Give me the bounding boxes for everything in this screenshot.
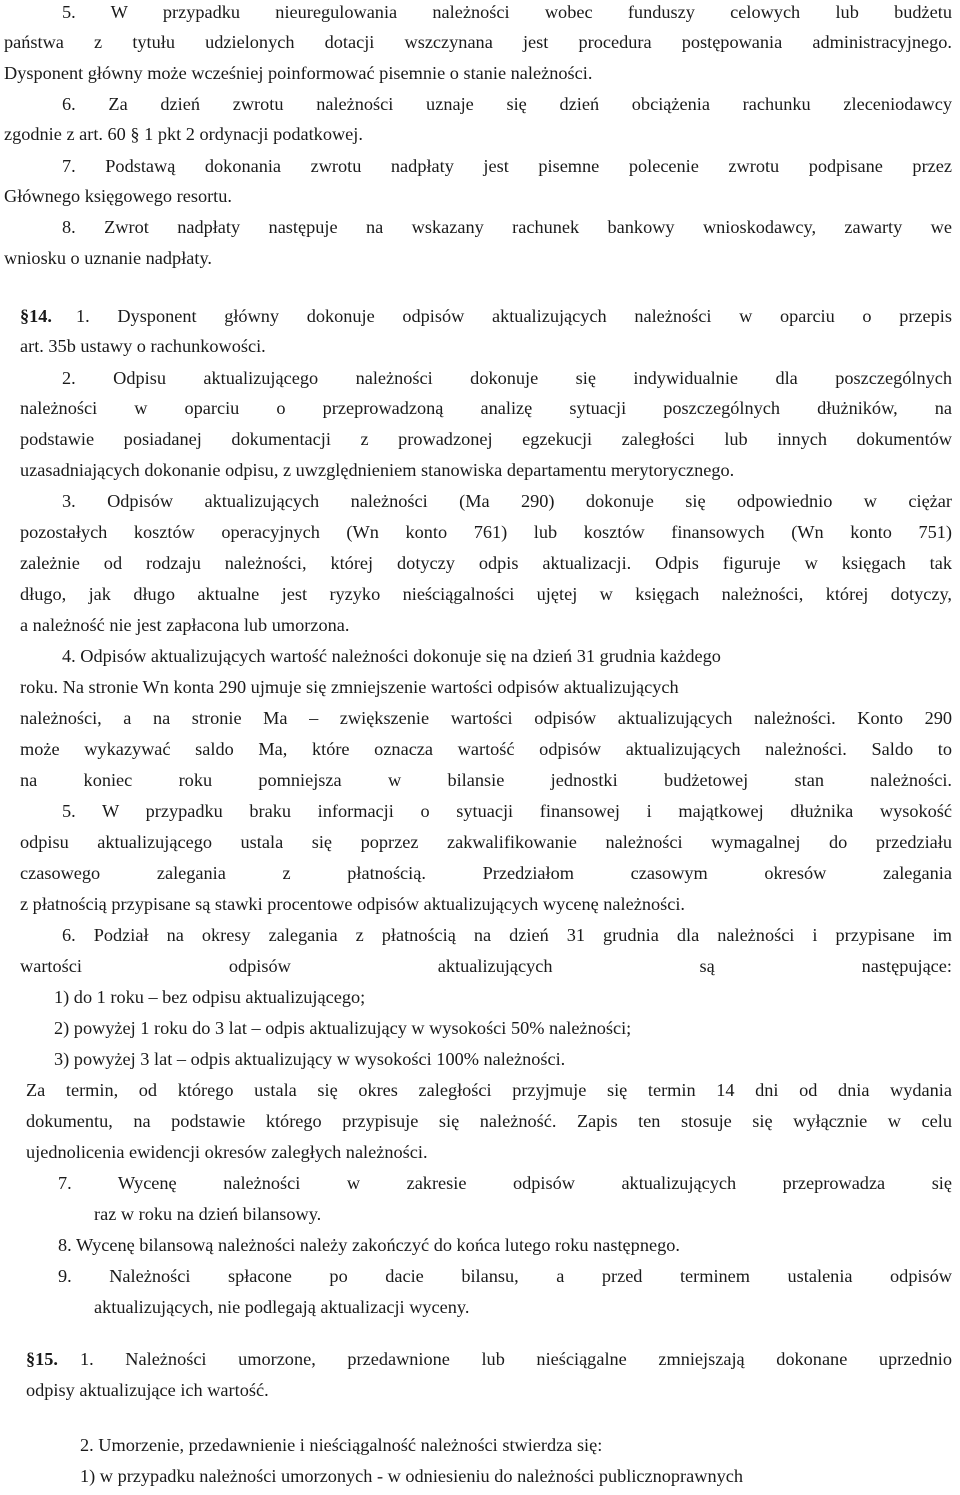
text-line: Za termin, od którego ustala się okres zaległości przyjmuje się termin 14 dni od dnia wydania: [26, 1080, 952, 1100]
list-item: 1) w przypadku należności umorzonych - w odniesieniu do należności publicznoprawnych: [80, 1466, 743, 1486]
text-line: zależnie od rodzaju należności, której dotyczy odpis aktualizacji. Odpis figuruje w księgach tak: [20, 553, 952, 573]
list-item: 7. Wycenę należności w zakresie odpisów aktualizujących przeprowadza się: [58, 1173, 952, 1193]
text-line: ujednolicenia ewidencji okresów zaległych należności.: [26, 1142, 428, 1162]
list-item: 8. Wycenę bilansową należności należy zakończyć do końca lutego roku następnego.: [58, 1235, 680, 1255]
text-line: a należność nie jest zapłacona lub umorzona.: [20, 615, 350, 635]
text-line: pozostałych kosztów operacyjnych (Wn konto 761) lub kosztów finansowych (Wn konto 751): [20, 522, 952, 542]
list-item: 1) do 1 roku – bez odpisu aktualizującego;: [54, 987, 366, 1007]
text-line: zgodnie z art. 60 § 1 pkt 2 ordynacji podatkowej.: [4, 124, 363, 144]
text-line: raz w roku na dzień bilansowy.: [94, 1204, 322, 1224]
text-line: 1. Należności umorzone, przedawnione lub nieściągalne zmniejszają dokonane uprzednio: [80, 1349, 952, 1369]
text-line: należności, a na stronie Ma – zwiększenie wartości odpisów aktualizujących należności. Konto 290: [20, 708, 952, 728]
text-line: czasowego zalegania z płatnością. Przedziałom czasowym okresów zalegania: [20, 863, 952, 883]
text-line: art. 35b ustawy o rachunkowości.: [20, 336, 266, 356]
list-item: 3) powyżej 3 lat – odpis aktualizujący w wysokości 100% należności.: [54, 1049, 566, 1069]
text-line: długo, jak długo aktualne jest ryzyko nieściągalności ujętej w księgach należności, której dotyczy,: [20, 584, 952, 604]
text-line: roku. Na stronie Wn konta 290 ujmuje się zmniejszenie wartości odpisów aktualizujących: [20, 677, 679, 697]
text-line: z płatnością przypisane są stawki procentowe odpisów aktualizujących wycenę należności.: [20, 894, 685, 914]
text-line: 5. W przypadku braku informacji o sytuacji finansowej i majątkowej dłużnika wysokość: [62, 801, 952, 821]
text-line: 2. Odpisu aktualizującego należności dokonuje się indywidualnie dla poszczególnych: [62, 368, 952, 388]
text-line: 6. Podział na okresy zalegania z płatnością na dzień 31 grudnia dla należności i przypisane im: [62, 925, 952, 945]
text-line: na koniec roku pomniejsza w bilansie jednostki budżetowej stan należności.: [20, 770, 952, 790]
text-line: Głównego księgowego resortu.: [4, 186, 232, 206]
section-heading: §15.: [26, 1349, 58, 1369]
text-line: należności w oparciu o przeprowadzoną analizę sytuacji poszczególnych dłużników, na: [20, 398, 952, 418]
text-line: odpisu aktualizującego ustala się poprzez zakwalifikowanie należności wymagalnej do przedziału: [20, 832, 952, 852]
text-line: może wykazywać saldo Ma, które oznacza wartość odpisów aktualizujących należności. Saldo to: [20, 739, 952, 759]
text-line: wniosku o uznanie nadpłaty.: [4, 248, 212, 268]
text-line: 4. Odpisów aktualizujących wartość należności dokonuje się na dzień 31 grudnia każdego: [62, 646, 721, 666]
text-line: 1. Dysponent główny dokonuje odpisów aktualizujących należności w oparciu o przepis: [76, 306, 952, 326]
text-line: 3. Odpisów aktualizujących należności (Ma 290) dokonuje się odpowiednio w ciężar: [62, 491, 952, 511]
text-line: 8. Zwrot nadpłaty następuje na wskazany rachunek bankowy wnioskodawcy, zawarty we: [62, 217, 952, 237]
text-line: odpisy aktualizujące ich wartość.: [26, 1380, 269, 1400]
section-heading: §14.: [20, 306, 52, 326]
text-line: aktualizujących, nie podlegają aktualizacji wyceny.: [94, 1297, 470, 1317]
text-line: Dysponent główny może wcześniej poinformować pisemnie o stanie należności.: [4, 63, 593, 83]
text-line: podstawie posiadanej dokumentacji z prowadzonej egzekucji zaległości lub innych dokumentów: [20, 429, 952, 449]
text-line: 7. Podstawą dokonania zwrotu nadpłaty jest pisemne polecenie zwrotu podpisane przez: [62, 156, 952, 176]
text-line: państwa z tytułu udzielonych dotacji wszczynana jest procedura postępowania administracyjnego.: [4, 32, 952, 52]
list-item: 9. Należności spłacone po dacie bilansu, a przed terminem ustalenia odpisów: [58, 1266, 952, 1286]
text-line: uzasadniających dokonanie odpisu, z uwzględnieniem stanowiska departamentu merytorycznego.: [20, 460, 735, 480]
text-line: dokumentu, na podstawie którego przypisuje się należność. Zapis ten stosuje się wyłącznie w celu: [26, 1111, 952, 1131]
text-line: wartości odpisów aktualizujących są następujące:: [20, 956, 952, 976]
list-item: 2) powyżej 1 roku do 3 lat – odpis aktualizujący w wysokości 50% należności;: [54, 1018, 632, 1038]
text-line: 6. Za dzień zwrotu należności uznaje się dzień obciążenia rachunku zleceniodawcy: [62, 94, 952, 114]
text-line: 2. Umorzenie, przedawnienie i nieściągalność należności stwierdza się:: [80, 1435, 603, 1455]
text-line: 5. W przypadku nieuregulowania należności wobec funduszy celowych lub budżetu: [62, 2, 952, 22]
